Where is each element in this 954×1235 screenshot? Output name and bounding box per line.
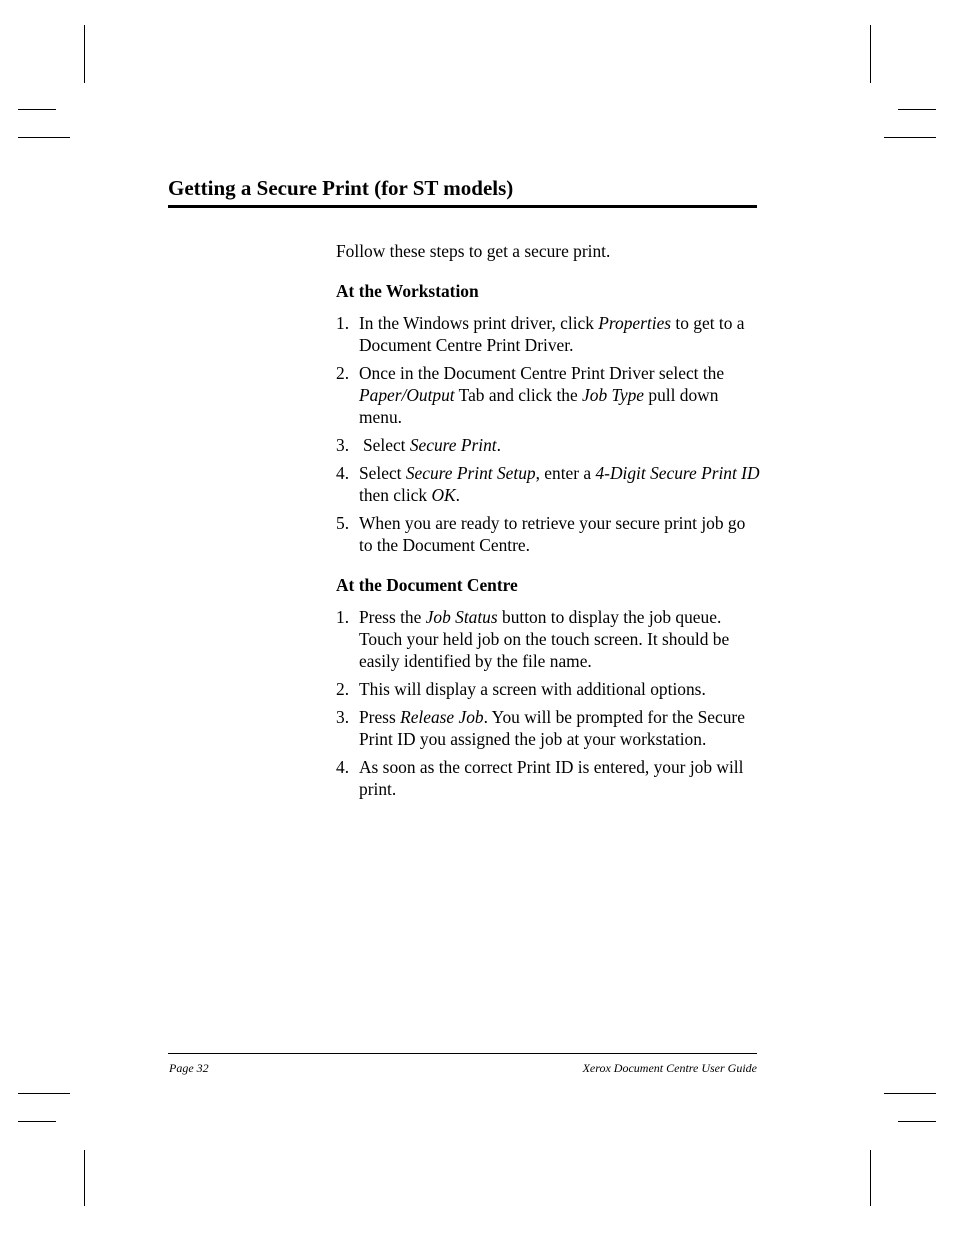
document-centre-heading: At the Document Centre bbox=[336, 575, 518, 595]
crop-mark bbox=[884, 1093, 936, 1094]
title-rule bbox=[168, 205, 757, 208]
step-number: 3. bbox=[336, 435, 350, 455]
crop-mark bbox=[870, 1150, 871, 1206]
crop-mark bbox=[18, 1093, 70, 1094]
step-text: Once in the Document Centre Print Driver select the Paper/Output Tab and click the Job Type pull down menu. bbox=[359, 363, 725, 427]
step-text: This will display a screen with additional options. bbox=[359, 679, 706, 699]
guide-title: Xerox Document Centre User Guide bbox=[582, 1061, 757, 1075]
crop-mark bbox=[870, 25, 871, 83]
list-item bbox=[336, 606, 760, 672]
crop-mark bbox=[84, 1150, 85, 1206]
list-item bbox=[336, 756, 760, 800]
list-item bbox=[336, 312, 760, 356]
document-centre-steps bbox=[336, 606, 760, 800]
crop-mark bbox=[898, 109, 936, 110]
list-item bbox=[336, 678, 760, 700]
step-number: 3. bbox=[336, 707, 350, 727]
step-number: 1. bbox=[336, 313, 350, 333]
list-item bbox=[336, 434, 760, 456]
step-number: 5. bbox=[336, 513, 350, 533]
step-text: Press the Job Status button to display the job queue. Touch your held job on the touch screen. It should be easily identified by the file name. bbox=[359, 607, 730, 671]
step-number: 4. bbox=[336, 463, 350, 483]
step-number: 2. bbox=[336, 363, 350, 383]
step-text: When you are ready to retrieve your secure print job go to the Document Centre. bbox=[359, 513, 746, 555]
list-item bbox=[336, 462, 760, 506]
intro-text: Follow these steps to get a secure print. bbox=[336, 241, 611, 261]
main-content bbox=[336, 240, 760, 806]
list-item bbox=[336, 362, 760, 428]
crop-mark bbox=[884, 137, 936, 138]
step-number: 1. bbox=[336, 607, 350, 627]
list-item bbox=[336, 706, 760, 750]
section-title: Getting a Secure Print (for ST models) bbox=[168, 176, 514, 200]
step-number: 2. bbox=[336, 679, 350, 699]
step-text: In the Windows print driver, click Properties to get to a Document Centre Print Driver. bbox=[359, 313, 745, 355]
page-number: Page 32 bbox=[169, 1061, 209, 1075]
workstation-heading: At the Workstation bbox=[336, 281, 479, 301]
step-text: As soon as the correct Print ID is entered, your job will print. bbox=[359, 757, 744, 799]
crop-mark bbox=[18, 109, 56, 110]
step-text: Press Release Job. You will be prompted for the Secure Print ID you assigned the job at your workstation. bbox=[359, 707, 745, 749]
step-text: Select Secure Print Setup, enter a 4-Digit Secure Print ID then click OK. bbox=[359, 463, 760, 505]
crop-mark bbox=[18, 137, 70, 138]
list-item bbox=[336, 512, 760, 556]
crop-mark bbox=[898, 1121, 936, 1122]
footer-rule bbox=[168, 1053, 757, 1054]
workstation-steps bbox=[336, 312, 760, 556]
crop-mark bbox=[84, 25, 85, 83]
step-number: 4. bbox=[336, 757, 350, 777]
step-text: Select Secure Print. bbox=[363, 435, 501, 455]
crop-mark bbox=[18, 1121, 56, 1122]
